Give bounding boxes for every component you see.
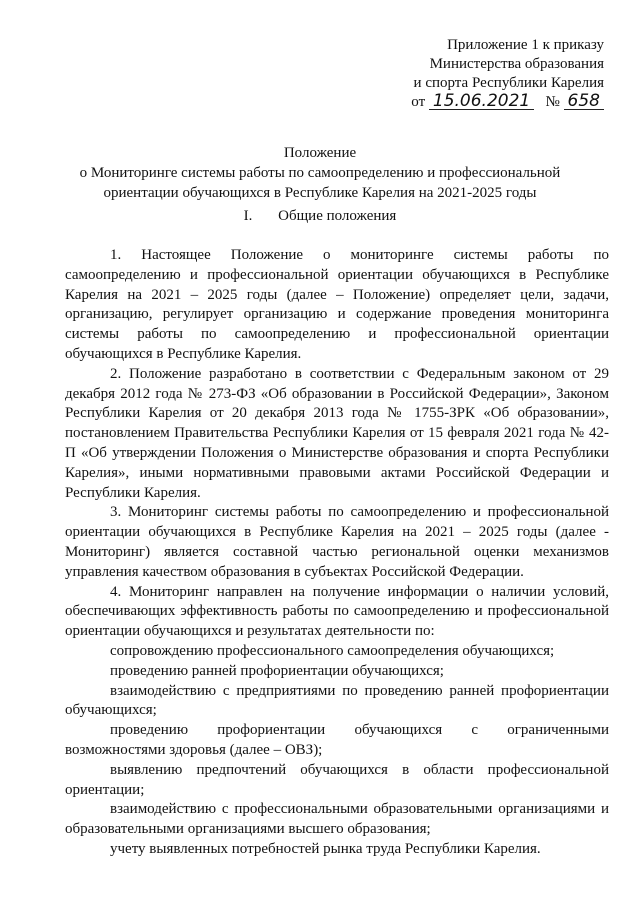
section-title: Общие положения xyxy=(278,208,397,224)
appendix-line-2: Министерства образования xyxy=(429,56,604,72)
handwritten-number: 658 xyxy=(564,93,604,110)
paragraph-1: 1. Настоящее Положение о мониторинге системы работы по самоопределению и профессиональной ориентации обучающихся в Республике Карелия на 2021 – 2025 годы (далее – Положение) определяет цели, задачи, организацию, регулирует организацию и содержание проведения мониторинга системы работы по самоопределению и профессиональной ориентации обучающихся в Республике Карелия. xyxy=(65,247,609,362)
list-item: учету выявленных потребностей рынка труда Республики Карелия. xyxy=(110,840,541,857)
appendix-line-1: Приложение 1 к приказу xyxy=(447,37,604,53)
order-date-number-line xyxy=(374,93,604,112)
list-item: выявлению предпочтений обучающихся в области профессиональной ориентации; xyxy=(65,761,609,798)
list-item: взаимодействию с предприятиями по проведению ранней профориентации обучающихся; xyxy=(65,682,609,719)
document-title: Положение xyxy=(283,145,357,161)
paragraph-2: 2. Положение разработано в соответствии с Федеральным законом от 29 декабря 2012 года № 273-ФЗ «Об образовании в Российской Федерации», Законом Республики Карелия от 20 декабря 2013 года № 1755-ЗРК «Об образовании», постановлением Правительства Республики Карелия от 15 февраля 2021 года № 42-П «Об утверждении Положения о Министерстве образования и спорта Республики Карелия», иными нормативными правовыми актами Российской Федерации и Республики Карелия. xyxy=(65,365,609,501)
appendix-line-3: и спорта Республики Карелия xyxy=(413,75,604,91)
list-item: сопровождению профессионального самоопределения обучающихся; xyxy=(110,642,555,659)
list-item: взаимодействию с профессиональными образовательными организациями и образовательными организациями высшего образования; xyxy=(65,801,609,838)
document-body xyxy=(65,240,609,860)
date-prefix: от xyxy=(411,94,426,110)
section-number: I. xyxy=(243,208,253,224)
appendix-header xyxy=(374,36,604,112)
number-prefix: № xyxy=(545,94,560,110)
list-item: проведению профориентации обучающихся с ограниченными возможностями здоровья (далее – ОВЗ); xyxy=(65,722,609,758)
paragraph-3: 3. Мониторинг системы работы по самоопределению и профессиональной ориентации обучающихся в Республике Карелия на 2021 – 2025 годы (далее - Мониторинг) является составной частью региональной оценки механизмов управления качеством образования в субъектах Российской Федерации. xyxy=(65,504,609,580)
list-item: проведению ранней профориентации обучающихся; xyxy=(110,662,444,679)
document-title-block xyxy=(60,143,580,203)
handwritten-date: 15.06.2021 xyxy=(429,93,534,110)
section-heading xyxy=(0,208,640,225)
document-subtitle: о Мониторинге системы работы по самоопределению и профессиональной ориентации обучающихся в Республике Карелия на 2021-2025 годы xyxy=(79,165,561,201)
paragraph-4: 4. Мониторинг направлен на получение информации о наличии условий, обеспечивающих эффективность работы по самоопределению и профессиональной ориентации обучающихся и результатах деятельности по: xyxy=(65,583,609,640)
